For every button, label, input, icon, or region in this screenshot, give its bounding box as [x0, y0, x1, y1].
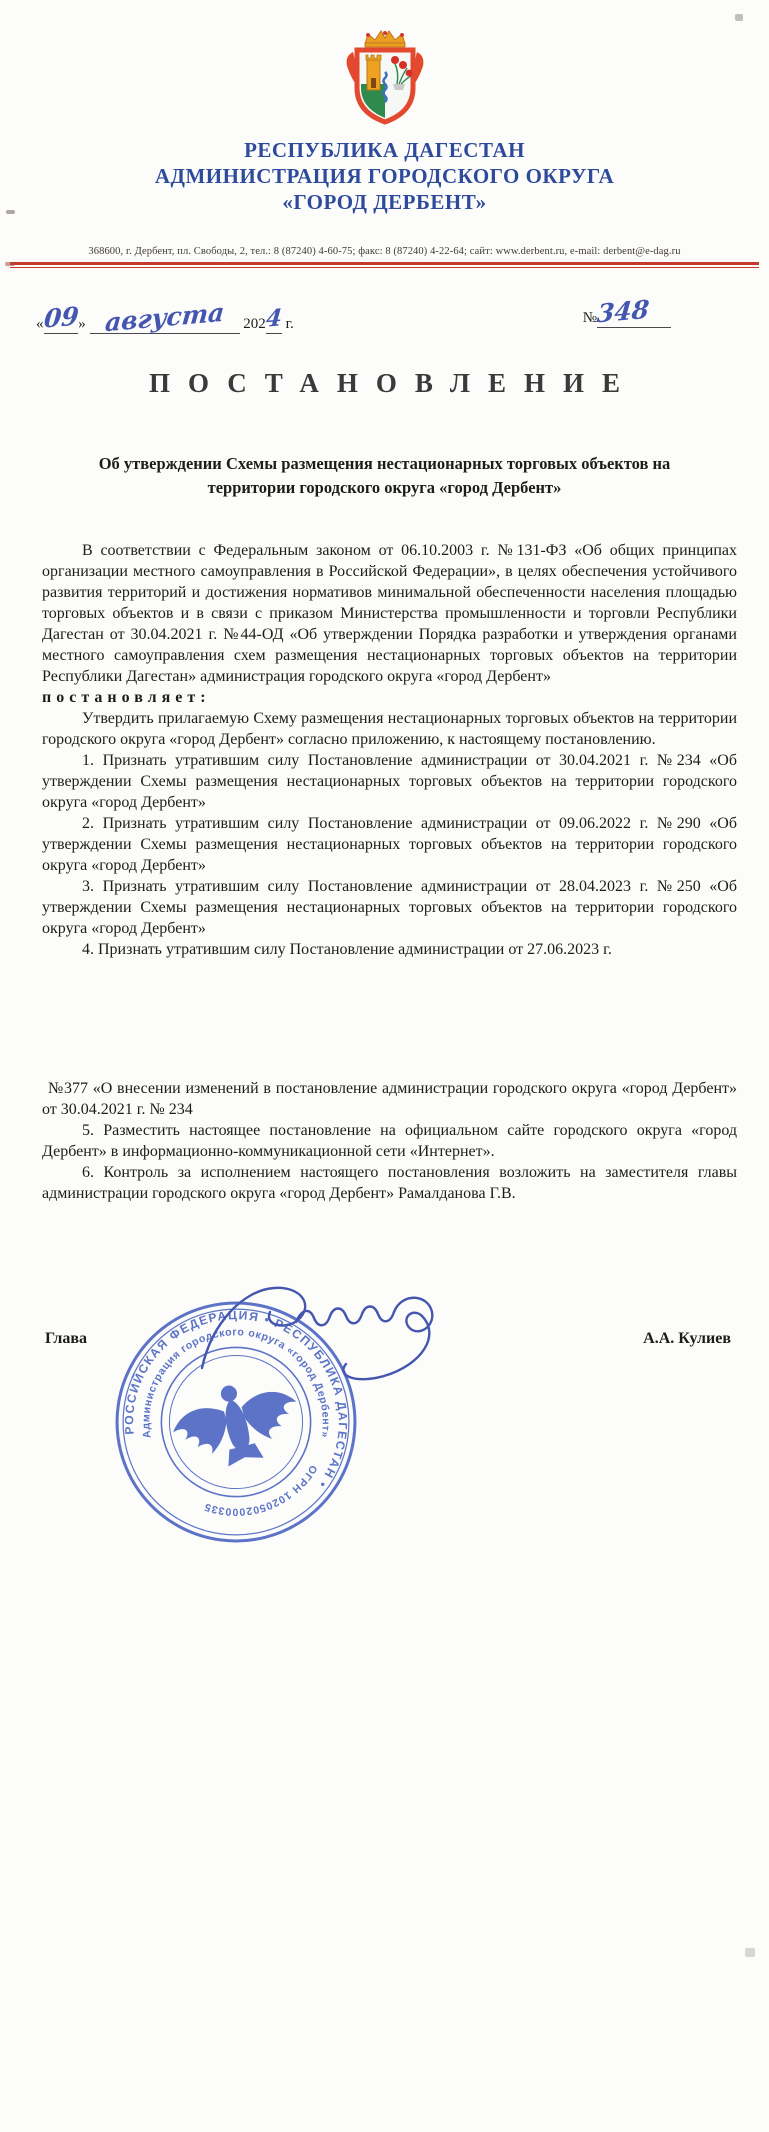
handwritten-day: 09: [42, 301, 80, 334]
scan-artifact: [5, 262, 15, 266]
date-year-printed: 202: [243, 316, 266, 332]
scan-artifact: [745, 1948, 755, 1957]
stamp-ring-outer-text: РОССИЙСКАЯ ФЕДЕРАЦИЯ • РЕСПУБЛИКА ДАГЕСТАН •: [122, 1308, 350, 1492]
resolution-item-4-continuation: №377 «О внесении изменений в постановление администрации городского округа «город Дербент» от 30.04.2021 г. № 234: [42, 1080, 737, 1118]
page-continuation: [42, 1078, 737, 1204]
signer-name: А.А. Кулиев: [643, 1330, 731, 1347]
date-month-blank: [90, 297, 240, 338]
subject-line: Об утверждении Схемы размещения нестационарных торговых объектов на территории городского округа «город Дербент»: [98, 454, 671, 497]
date-line: [36, 297, 294, 338]
contact-line: 368600, г. Дербент, пл. Свободы, 2, тел.: 8 (87240) 4-60-75; факс: 8 (87240) 4-22-64; сайт: www.derbent.ru, e-mail: derbent@e-dag.ru: [88, 246, 681, 257]
intro-text: В соответствии с Федеральным законом от 06.10.2003 г. №131-ФЗ «Об общих принципах организации местного самоуправления в Российской Федерации», в целях обеспечения устойчивого развития территорий и достижения нормативов минимальной обеспеченности населения площадью торговых объектов и в связи с приказом Министерства промышленности и торговли Республики Дагестан от 30.04.2021 г. №44-ОД «Об утверждении Порядка разработки и утверждения органами местного самоуправления схем размещения нестационарных торговых объектов на территории Республики Дагестан» администрация городского округа «город Дербент»: [42, 542, 737, 685]
org-header: [0, 137, 769, 215]
handwritten-year-digit: 4: [264, 304, 284, 333]
resolution-item-1: 1. Признать утратившим силу Постановление администрации от 30.04.2021 г. №234 «Об утверждении Схемы размещения нестационарных торговых объектов на территории городского округа «город Дербент»: [42, 752, 737, 811]
stamp-ogrn-text: ОГРН 1020502000335: [202, 1462, 320, 1518]
resolution-item-6: 6. Контроль за исполнением настоящего постановления возложить на заместителя главы администрации городского округа «город Дербент» Рамалданова Г.В.: [42, 1164, 737, 1202]
org-administration: АДМИНИСТРАЦИЯ ГОРОДСКОГО ОКРУГА: [154, 164, 615, 188]
scan-artifact: [6, 210, 15, 214]
date-quote-open: «: [36, 316, 44, 332]
handwritten-month: августа: [103, 297, 226, 338]
document-title: ПОСТАНОВЛЕНИЕ: [148, 368, 639, 398]
scan-artifact: [735, 14, 743, 21]
resolve-word: постановляет:: [42, 689, 211, 706]
resolution-item-2: 2. Признать утратившим силу Постановление администрации от 09.06.2022 г. №290 «Об утверждении Схемы размещения нестационарных торговых объектов на территории городского округа «город Дербент»: [42, 815, 737, 874]
stamp-ring-inner-text: Администрация городского округа «город Дербент»: [140, 1326, 332, 1439]
document-body: [42, 540, 737, 1204]
signer-role: Глава: [45, 1330, 87, 1347]
org-city: «ГОРОД ДЕРБЕНТ»: [282, 190, 487, 214]
number-sign: №: [582, 310, 597, 326]
date-quote-close: »: [78, 316, 86, 332]
document-number-line: [582, 294, 671, 329]
derbent-coat-of-arms-icon: [335, 26, 435, 128]
date-year-blank: [264, 304, 284, 334]
resolution-item-5: 5. Разместить настоящее постановление на официальном сайте городского округа «город Дербент» в информационно-коммуникационной сети «Интернет».: [42, 1122, 737, 1160]
header-divider: [10, 262, 759, 268]
resolution-item-3: 3. Признать утратившим силу Постановление администрации от 28.04.2023 г. №250 «Об утверждении Схемы размещения нестационарных торговых объектов на территории городского округа «город Дербент»: [42, 878, 737, 937]
date-year-suffix: г.: [285, 316, 294, 332]
org-republic: РЕСПУБЛИКА ДАГЕСТАН: [244, 138, 525, 162]
meta-row: [36, 286, 733, 342]
handwritten-signature: [188, 1272, 488, 1407]
resolution-item-approve: Утвердить прилагаемую Схему размещения нестационарных торговых объектов на территории городского округа «город Дербент» согласно приложению, к настоящему постановлению.: [42, 710, 737, 748]
intro-paragraph: [42, 540, 737, 708]
handwritten-number: 348: [595, 294, 651, 329]
number-blank: [595, 294, 671, 329]
date-day-blank: [42, 301, 80, 334]
resolution-item-4: 4. Признать утратившим силу Постановление администрации от 27.06.2023 г.: [82, 941, 612, 958]
